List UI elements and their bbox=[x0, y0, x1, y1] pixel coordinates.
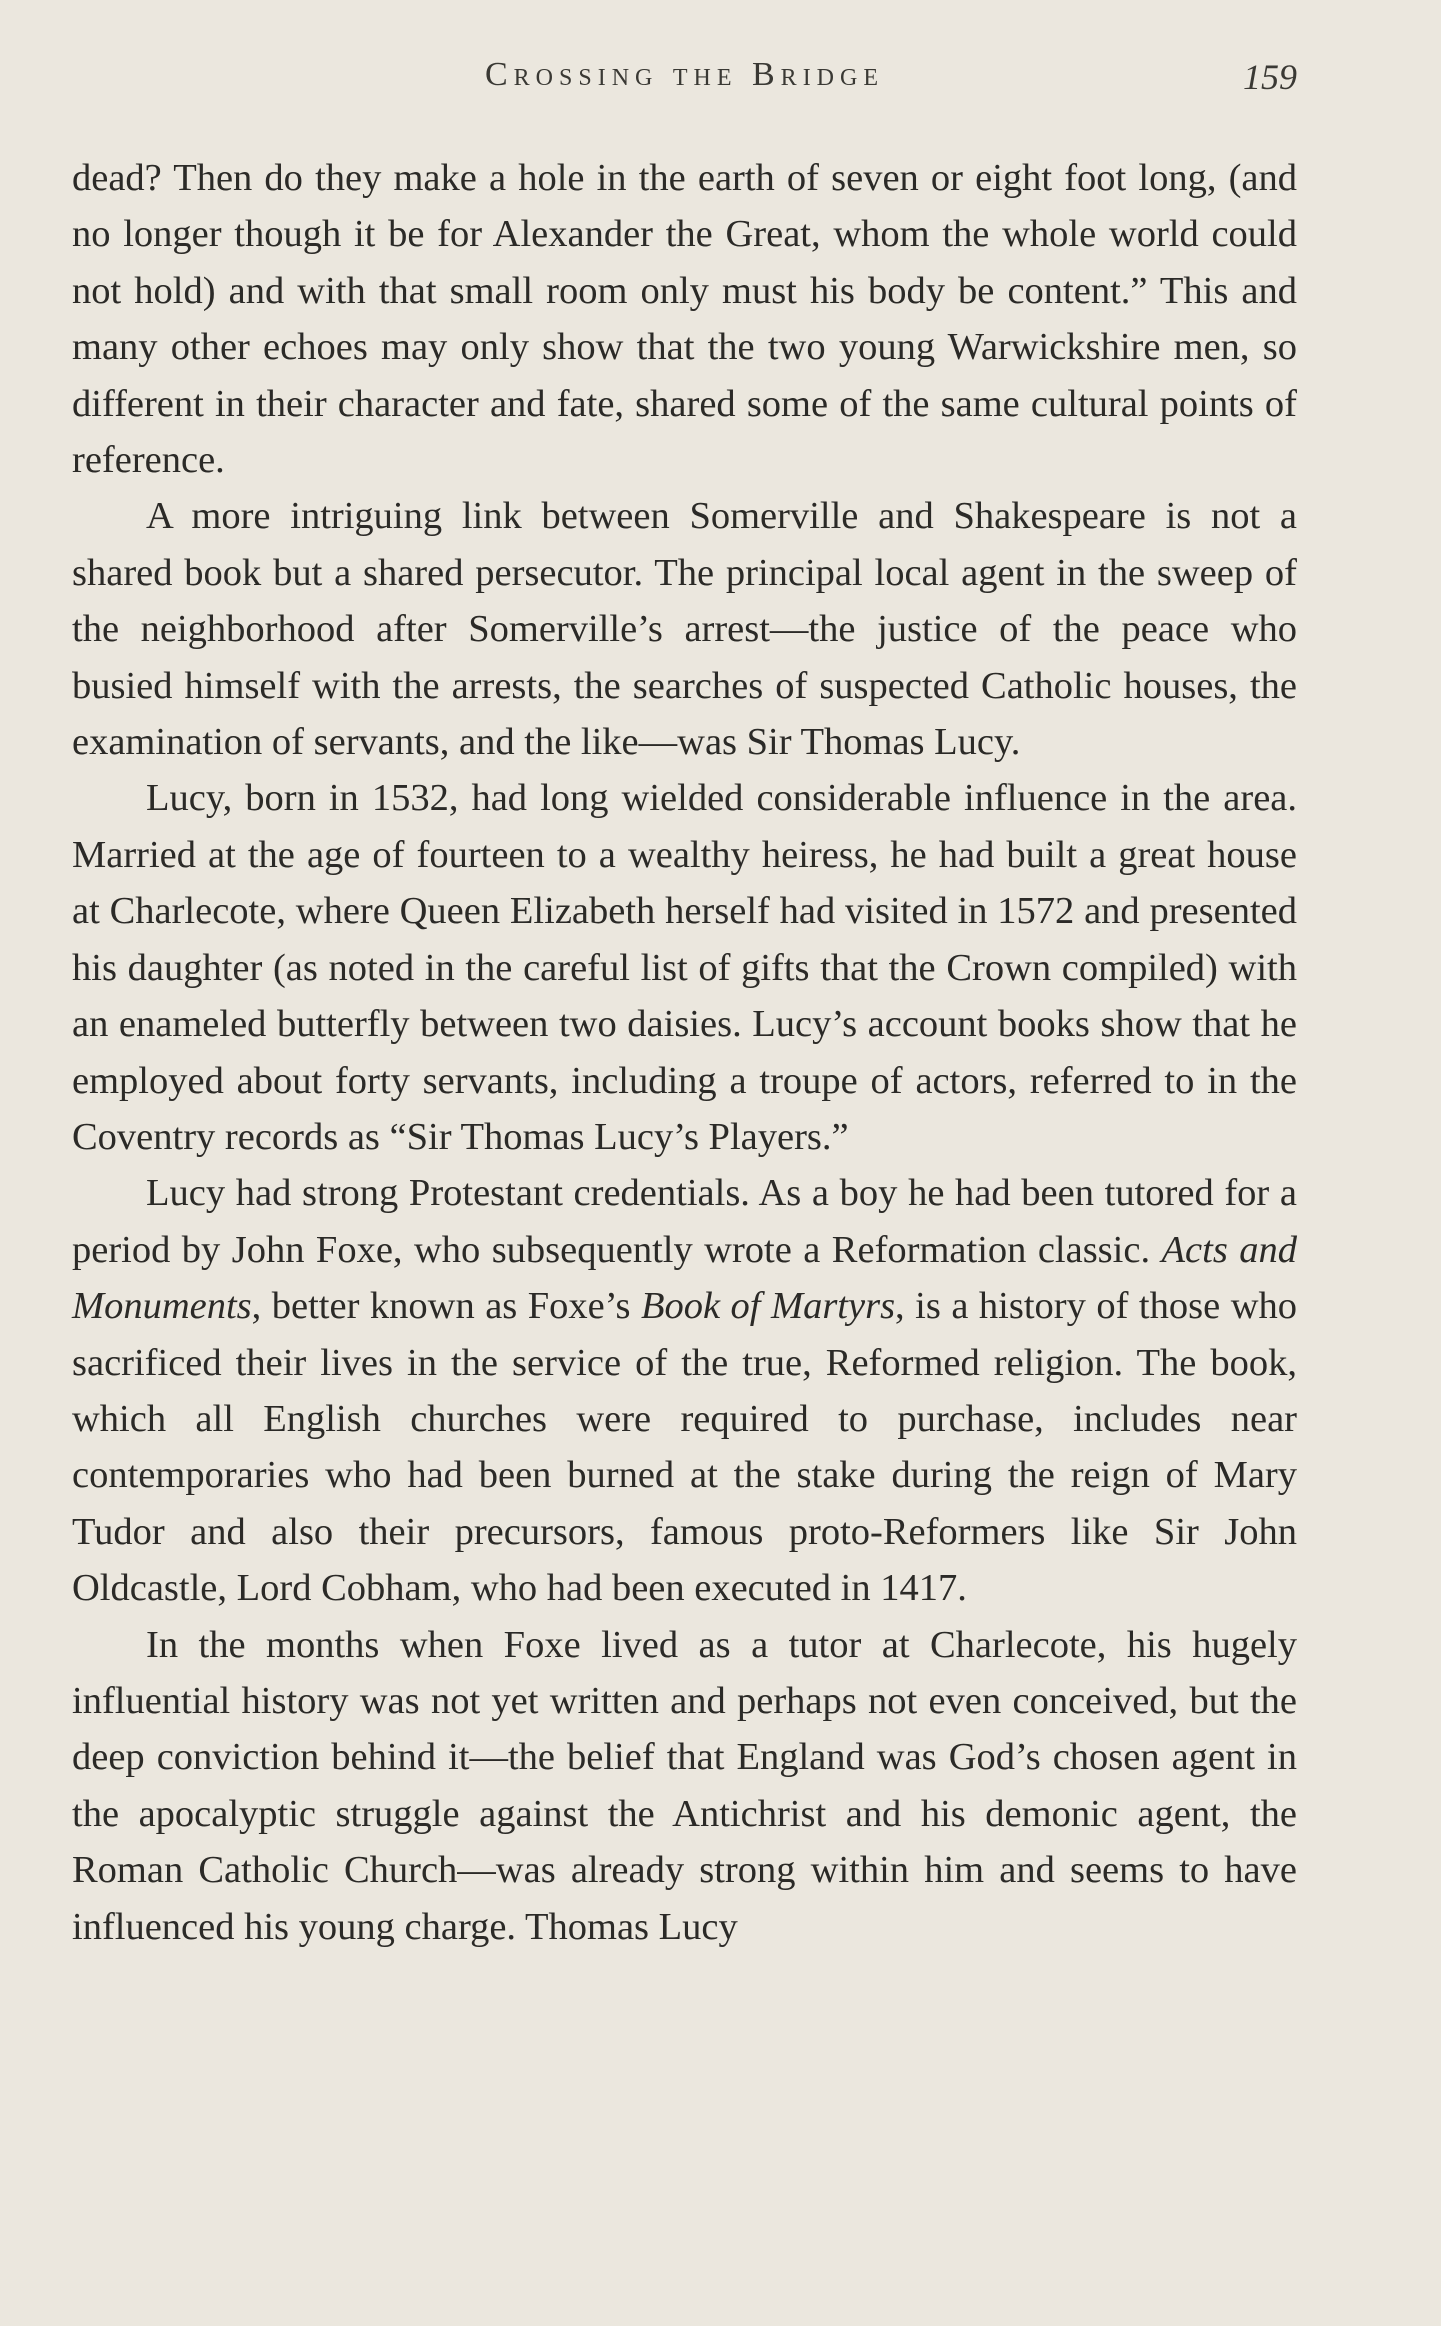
paragraph bbox=[72, 150, 1297, 488]
book-title-italic: Book of Martyrs bbox=[640, 1285, 896, 1328]
text-segment: dead? Then do they make a hole in the earth of seven or eight foot long, (and no longer though it be for Alexander the Great, whom the whole world could not hold) and with that small room only must his body be content.” This and many other echoes may only show that the two young Warwickshire men, so different in their character and fate, shared some of the same cultural points of reference. bbox=[72, 157, 1297, 482]
running-head bbox=[72, 56, 1297, 106]
paragraph bbox=[72, 770, 1297, 1165]
text-segment: Lucy had strong Protestant credentials. As a boy he had been tutored for a period by John Foxe, who subsequently wrote a Reformation classic. bbox=[72, 1172, 1297, 1271]
running-title: Crossing the Bridge bbox=[484, 56, 885, 93]
paragraph bbox=[72, 1617, 1297, 1955]
body-text bbox=[72, 150, 1297, 1955]
paragraph bbox=[72, 1165, 1297, 1616]
book-title-italic: Acts and Monuments bbox=[72, 1228, 1297, 1328]
text-segment: In the months when Foxe lived as a tutor at Charlecote, his hugely influential history was not yet written and perhaps not even conceived, but the deep conviction behind it—the belief that England was God’s chosen agent in the apocalyptic struggle against the Antichrist and his demonic agent, the Roman Catholic Church—was already strong within him and seems to have influenced his young charge. Thomas Lucy bbox=[72, 1623, 1297, 1948]
paragraph bbox=[72, 488, 1297, 770]
text-segment: A more intriguing link between Somerville and Shakespeare is not a shared book but a shared persecutor. The principal local agent in the sweep of the neighborhood after Somerville’s arrest—the justice of the peace who busied himself with the arrests, the searches of suspected Catholic houses, the examination of servants, and the like—was Sir Thomas Lucy. bbox=[72, 495, 1297, 764]
text-segment: , is a history of those who sacrificed their lives in the service of the true, Reformed religion. The book, which all English churches were required to purchase, includes near contemporaries who had been burned at the stake during the reign of Mary Tudor and also their precursors, famous proto-Reformers like Sir John Oldcastle, Lord Cobham, who had been executed in 1417. bbox=[72, 1285, 1297, 1610]
text-segment: , better known as Foxe’s bbox=[251, 1285, 641, 1328]
text-segment: Lucy, born in 1532, had long wielded considerable influence in the area. Married at the age of fourteen to a wealthy heiress, he had built a great house at Charlecote, where Queen Elizabeth herself had visited in 1572 and presented his daughter (as noted in the careful list of gifts that the Crown compiled) with an enameled butterfly between two daisies. Lucy’s account books show that he employed about forty servants, including a troupe of actors, referred to in the Coventry records as “Sir Thomas Lucy’s Players.” bbox=[72, 777, 1297, 1158]
page-number: 159 bbox=[1243, 57, 1297, 97]
